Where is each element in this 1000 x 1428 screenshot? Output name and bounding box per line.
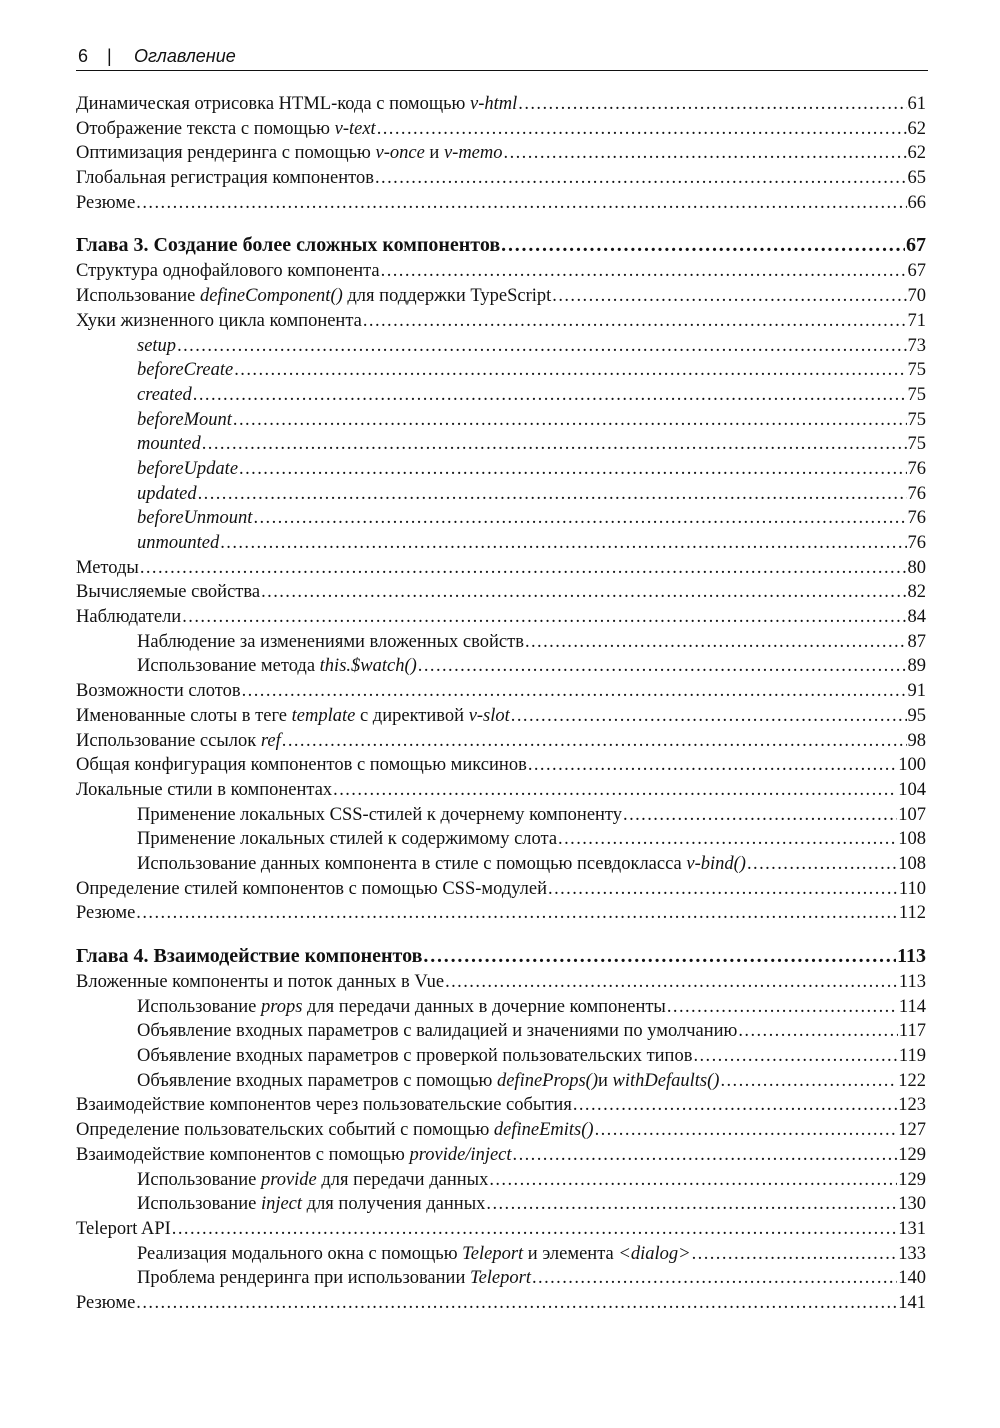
toc-entry-title <box>76 261 380 282</box>
toc-entry-title <box>76 558 139 579</box>
toc-entry-title-part: Применение локальных стилей к содержимому слота <box>137 829 558 850</box>
toc-entry-title <box>76 1095 572 1116</box>
toc-page-number: 76 <box>907 458 926 479</box>
toc-entry-title <box>137 360 233 381</box>
toc-entry-title <box>137 1071 719 1092</box>
section-title: Оглавление <box>134 46 236 66</box>
toc-entry-title-part: Возможности слотов <box>76 681 241 702</box>
toc-entry-title-part: Вложенные компоненты и поток данных в Vue <box>76 972 445 992</box>
toc-entry-title <box>137 410 232 431</box>
toc-entry-title-part: defineProps() <box>496 1070 599 1091</box>
toc-entry-title-part: Объявление входных параметров с помощью <box>137 1070 497 1091</box>
toc-entry-title-part: Резюме <box>76 1292 136 1313</box>
toc-dot-leader <box>738 1021 898 1042</box>
toc-entry-title-part: v-once <box>375 143 425 164</box>
toc-entry-title-part: Хуки жизненного цикла компонента <box>76 310 362 331</box>
toc-entry-title-part: Определение стилей компонентов с помощью CSS-модулей <box>76 878 548 899</box>
toc-entry[interactable] <box>76 731 926 756</box>
toc-entry-title-part: beforeUpdate <box>137 458 239 479</box>
toc-dot-leader <box>525 632 907 653</box>
toc-page-number: 141 <box>898 1292 926 1313</box>
toc-entry-title <box>76 945 422 968</box>
toc-dot-leader <box>233 410 907 431</box>
toc-page-number: 131 <box>898 1218 926 1239</box>
toc-entry[interactable] <box>76 143 926 168</box>
toc-page-number: 108 <box>898 853 926 874</box>
toc-entry[interactable] <box>76 119 926 144</box>
toc-entry-title-part: Использование ссылок <box>76 730 261 751</box>
toc-dot-leader <box>193 385 907 406</box>
toc-page-number: 87 <box>907 631 926 652</box>
toc-page-number: 75 <box>907 409 926 430</box>
toc-page-number: 89 <box>907 656 926 677</box>
table-of-contents <box>76 94 926 1318</box>
toc-entry[interactable] <box>76 706 926 731</box>
toc-entry[interactable] <box>76 607 926 632</box>
toc-entry-title-part: Объявление входных параметров с проверкой пользовательских типов <box>137 1046 693 1067</box>
toc-dot-leader <box>486 1194 897 1215</box>
toc-entry-title-part: Использование <box>137 1194 261 1215</box>
toc-dot-leader <box>423 945 896 968</box>
toc-page-number: 140 <box>898 1268 926 1289</box>
toc-entry[interactable] <box>76 780 926 805</box>
toc-page-number: 110 <box>898 878 926 899</box>
toc-entry-title <box>137 1268 531 1289</box>
toc-entry-title <box>76 119 376 140</box>
toc-dot-leader <box>548 879 898 900</box>
toc-entry-title-part: Глобальная регистрация компонентов <box>76 168 374 189</box>
toc-entry-title <box>137 1170 488 1191</box>
toc-entry[interactable] <box>76 632 926 657</box>
toc-page-number: 117 <box>898 1021 926 1042</box>
toc-page-number: 70 <box>907 286 926 307</box>
toc-dot-leader <box>445 972 898 993</box>
toc-entry[interactable] <box>76 755 926 780</box>
toc-entry-title-part: Использование <box>137 1169 261 1190</box>
toc-page-number: 61 <box>907 94 926 114</box>
toc-chapter[interactable] <box>76 945 926 972</box>
toc-entry-title-part: v-text <box>334 118 376 139</box>
toc-entry-title <box>76 582 260 603</box>
toc-entry-title-part: this.$watch() <box>319 656 417 677</box>
toc-dot-leader <box>504 143 907 164</box>
toc-dot-leader <box>381 261 907 282</box>
toc-entry-title <box>76 706 510 727</box>
toc-entry-title <box>76 903 135 924</box>
toc-entry[interactable] <box>76 385 926 410</box>
toc-dot-leader <box>333 780 897 801</box>
toc-entry-title-part: Реализация модального окна с помощью <box>137 1243 463 1264</box>
toc-entry-title-part: Резюме <box>76 192 136 213</box>
toc-entry-title <box>137 459 238 480</box>
toc-entry[interactable] <box>76 1170 926 1195</box>
toc-entry-title <box>137 484 197 505</box>
toc-page-number: 75 <box>907 384 926 405</box>
toc-entry[interactable] <box>76 1244 926 1269</box>
toc-entry-title <box>137 1194 485 1215</box>
toc-entry-title-part: Наблюдение за изменениями вложенных свойств <box>137 631 524 652</box>
toc-page-number: 76 <box>907 533 926 553</box>
toc-entry-title <box>76 286 551 307</box>
toc-entry-title-part: template <box>291 705 356 726</box>
toc-entry-title-part: defineComponent() <box>199 286 343 307</box>
toc-entry-title-part: mounted <box>137 434 201 455</box>
toc-page-number: 100 <box>898 755 926 776</box>
toc-entry-title-part: для получения данных <box>302 1194 486 1215</box>
toc-entry-title-part: beforeMount <box>137 409 232 430</box>
toc-page-number: 129 <box>898 1169 926 1190</box>
toc-entry-title-part: withDefaults() <box>612 1070 720 1091</box>
toc-entry-title-part: и элемента <box>523 1243 619 1264</box>
toc-entry-title-part: Методы <box>76 557 139 578</box>
toc-entry-title-part: Teleport <box>469 1268 531 1289</box>
toc-dot-leader <box>377 119 907 140</box>
toc-entry[interactable] <box>76 533 926 558</box>
toc-entry[interactable] <box>76 1021 926 1046</box>
toc-dot-leader <box>375 168 907 189</box>
toc-dot-leader <box>623 805 897 826</box>
toc-entry-title-part: beforeUnmount <box>137 508 253 529</box>
toc-entry-title <box>137 1046 692 1067</box>
toc-page-number: 76 <box>907 483 926 504</box>
toc-page-number: 130 <box>898 1194 926 1215</box>
toc-dot-leader <box>418 656 907 677</box>
toc-entry-title-part: beforeCreate <box>137 360 234 381</box>
toc-entry-title <box>76 193 135 214</box>
toc-entry-title-part: Глава 4. Взаимодействие компонентов <box>76 945 423 967</box>
toc-entry-title <box>137 805 622 826</box>
toc-dot-leader <box>239 459 906 480</box>
toc-entry[interactable] <box>76 434 926 459</box>
toc-entry-title <box>76 234 500 257</box>
toc-entry[interactable] <box>76 1268 926 1293</box>
toc-dot-leader <box>136 1293 897 1314</box>
header-separator: | <box>107 46 112 66</box>
toc-entry-title-part: Общая конфигурация компонентов с помощью миксинов <box>76 755 527 776</box>
toc-entry-title-part: Использование <box>137 996 261 1017</box>
toc-entry[interactable] <box>76 582 926 607</box>
toc-entry-title-part: и <box>424 143 444 164</box>
toc-entry-title-part: и <box>598 1070 613 1091</box>
toc-entry[interactable] <box>76 1219 926 1244</box>
toc-entry-title <box>76 168 374 189</box>
toc-entry[interactable] <box>76 286 926 311</box>
toc-entry[interactable] <box>76 508 926 533</box>
toc-dot-leader <box>501 234 905 257</box>
toc-entry[interactable] <box>76 94 926 119</box>
toc-entry[interactable] <box>76 1095 926 1120</box>
toc-dot-leader <box>220 533 906 554</box>
toc-page-number: 76 <box>907 508 926 529</box>
toc-dot-leader <box>140 558 907 579</box>
toc-dot-leader <box>242 681 907 702</box>
toc-entry-title-part: Проблема рендеринга при использовании <box>137 1268 470 1289</box>
toc-page-number: 107 <box>898 804 926 825</box>
toc-entry-title-part: Взаимодействие компонентов через пользовательские события <box>76 1095 572 1116</box>
toc-dot-leader <box>558 829 897 850</box>
toc-entry-title-part: Объявление входных параметров с валидацией и значениями по умолчанию <box>137 1021 738 1042</box>
toc-entry[interactable] <box>76 261 926 286</box>
toc-entry-title-part: Именованные слоты в теге <box>76 705 292 726</box>
toc-entry[interactable] <box>76 1071 926 1096</box>
toc-entry-title-part: updated <box>137 483 197 504</box>
toc-entry-title <box>137 656 417 677</box>
toc-dot-leader <box>136 903 898 924</box>
toc-entry-title-part: Динамическая отрисовка HTML-кода с помощью <box>76 94 470 114</box>
toc-entry-title <box>137 336 176 357</box>
toc-page-number: 62 <box>907 143 926 164</box>
toc-entry[interactable] <box>76 805 926 830</box>
toc-entry[interactable] <box>76 1120 926 1145</box>
toc-entry[interactable] <box>76 1145 926 1170</box>
toc-dot-leader <box>532 1268 897 1289</box>
toc-entry[interactable] <box>76 459 926 484</box>
toc-entry[interactable] <box>76 997 926 1022</box>
toc-page-number: 129 <box>898 1144 926 1165</box>
toc-entry-title-part: Оптимизация рендеринга с помощью <box>76 143 376 164</box>
toc-page-number: 98 <box>907 730 926 751</box>
toc-entry-title-part: для передачи данных <box>316 1169 489 1190</box>
toc-dot-leader <box>693 1046 897 1067</box>
toc-entry[interactable] <box>76 484 926 509</box>
toc-entry-title-part: unmounted <box>137 533 220 553</box>
toc-entry-title-part: Вычисляемые свойства <box>76 582 261 603</box>
toc-dot-leader <box>136 193 906 214</box>
toc-entry-title-part: inject <box>260 1194 303 1215</box>
toc-entry-title-part: v-bind() <box>686 853 746 874</box>
toc-entry-title-part: v-slot <box>468 705 510 726</box>
toc-entry-title-part: Использование данных компонента в стиле с помощью псевдокласса <box>137 853 687 874</box>
toc-entry[interactable] <box>76 972 926 997</box>
toc-entry-title-part: Определение пользовательских событий с помощью <box>76 1120 494 1141</box>
toc-entry-title <box>76 1145 512 1166</box>
toc-entry-title-part: Teleport <box>462 1243 524 1264</box>
toc-entry[interactable] <box>76 410 926 435</box>
toc-dot-leader <box>202 434 907 455</box>
toc-page-number: 122 <box>898 1070 926 1091</box>
toc-entry-title <box>137 434 201 455</box>
toc-page-number: 113 <box>898 972 926 992</box>
toc-dot-leader <box>363 311 907 332</box>
toc-page-number: 71 <box>907 310 926 331</box>
toc-entry-title <box>76 972 444 993</box>
toc-entry[interactable] <box>76 681 926 706</box>
toc-page-number: 66 <box>907 192 926 213</box>
toc-entry-title-part: Структура однофайлового компонента <box>76 261 380 282</box>
toc-entry-title <box>137 1021 737 1042</box>
toc-page-number: 65 <box>907 168 926 189</box>
toc-entry-title <box>137 997 666 1018</box>
toc-entry-title-part: provide <box>260 1169 317 1190</box>
toc-dot-leader <box>282 731 907 752</box>
toc-page-number: 75 <box>907 360 926 381</box>
toc-dot-leader <box>595 1120 898 1141</box>
toc-entry-title <box>76 780 332 801</box>
toc-entry-title-part: defineEmits() <box>493 1120 594 1141</box>
toc-entry[interactable] <box>76 311 926 336</box>
toc-entry-title <box>76 731 281 752</box>
toc-entry-title-part: Взаимодействие компонентов с помощью <box>76 1144 410 1165</box>
toc-page-number: 95 <box>907 705 926 726</box>
toc-dot-leader <box>667 997 898 1018</box>
page-number: 6 <box>78 46 89 66</box>
toc-entry-title <box>137 854 746 875</box>
toc-entry[interactable] <box>76 558 926 583</box>
toc-dot-leader <box>692 1244 898 1265</box>
toc-entry-title <box>76 879 547 900</box>
toc-page-number: 108 <box>898 829 926 850</box>
toc-page-number: 67 <box>907 261 926 282</box>
toc-entry-title <box>76 143 503 164</box>
toc-entry-title-part: для поддержки TypeScript <box>342 286 552 307</box>
toc-entry[interactable] <box>76 168 926 193</box>
toc-page-number: 67 <box>906 234 926 257</box>
toc-entry-title <box>76 681 241 702</box>
toc-entry[interactable] <box>76 1293 926 1318</box>
toc-entry-title-part: Использование метода <box>137 656 320 677</box>
toc-dot-leader <box>518 94 906 115</box>
toc-dot-leader <box>573 1095 897 1116</box>
toc-entry[interactable] <box>76 829 926 854</box>
running-header <box>76 44 928 70</box>
toc-entry[interactable] <box>76 656 926 681</box>
toc-page-number: 80 <box>907 557 926 578</box>
toc-dot-leader <box>552 286 906 307</box>
toc-entry-title <box>76 1120 594 1141</box>
toc-chapter[interactable] <box>76 234 926 261</box>
toc-entry-title-part: v-memo <box>443 143 503 164</box>
toc-dot-leader <box>261 582 906 603</box>
toc-entry[interactable] <box>76 360 926 385</box>
toc-dot-leader <box>489 1170 897 1191</box>
toc-entry-title-part: setup <box>137 335 177 356</box>
toc-entry-title-part: с директивой <box>355 705 469 726</box>
toc-entry[interactable] <box>76 854 926 879</box>
toc-entry-title <box>137 533 219 554</box>
toc-page-number: 127 <box>898 1120 926 1141</box>
toc-entry-title-part: Teleport API <box>76 1218 171 1239</box>
toc-dot-leader <box>234 360 906 381</box>
toc-dot-leader <box>198 484 907 505</box>
toc-dot-leader <box>182 607 906 628</box>
toc-entry-title-part: Отображение текста с помощью <box>76 118 335 139</box>
toc-entry-title-part: для передачи данных в дочерние компоненты <box>302 996 666 1017</box>
toc-entry[interactable] <box>76 193 926 218</box>
toc-dot-leader <box>528 755 897 776</box>
toc-page-number: 82 <box>907 582 926 603</box>
toc-page-number: 75 <box>907 434 926 455</box>
toc-dot-leader <box>747 854 897 875</box>
toc-entry[interactable] <box>76 336 926 361</box>
toc-dot-leader <box>177 336 906 357</box>
header-rule <box>76 70 928 71</box>
toc-entry-title <box>137 829 557 850</box>
toc-page-number: 91 <box>907 681 926 702</box>
toc-entry[interactable] <box>76 1194 926 1219</box>
toc-entry[interactable] <box>76 1046 926 1071</box>
toc-page-number: 104 <box>898 779 926 800</box>
toc-dot-leader <box>513 1145 898 1166</box>
toc-page-number: 133 <box>898 1243 926 1264</box>
toc-entry-title-part: Применение локальных CSS-стилей к дочернему компоненту <box>137 804 623 825</box>
toc-page-number: 62 <box>907 118 926 139</box>
toc-page-number: 112 <box>898 903 926 924</box>
toc-dot-leader <box>720 1071 897 1092</box>
toc-entry-title-part: Локальные стили в компонентах <box>76 779 333 800</box>
toc-entry-title-part: provide/inject <box>409 1144 512 1165</box>
toc-page-number: 84 <box>907 607 926 628</box>
toc-entry-title <box>137 1244 691 1265</box>
toc-entry-title-part: Наблюдатели <box>76 607 182 628</box>
toc-entry-title <box>76 755 527 776</box>
toc-page-number: 73 <box>907 335 926 356</box>
toc-entry-title-part: props <box>260 996 303 1017</box>
toc-page-number: 123 <box>898 1095 926 1116</box>
toc-entry-title-part: Резюме <box>76 903 136 924</box>
toc-page-number: 114 <box>898 996 926 1017</box>
toc-entry-title <box>76 1293 135 1314</box>
toc-entry-title <box>76 607 181 628</box>
toc-entry-title <box>137 508 252 529</box>
toc-page-number: 119 <box>898 1046 926 1067</box>
toc-entry-title-part: created <box>137 384 192 405</box>
toc-entry[interactable] <box>76 903 926 928</box>
toc-entry-title <box>76 94 517 115</box>
toc-entry-title-part: Использование <box>76 286 200 307</box>
toc-page-number: 113 <box>897 945 926 967</box>
toc-entry-title-part: Глава 3. Создание более сложных компонентов <box>76 234 501 257</box>
toc-dot-leader <box>511 706 907 727</box>
toc-entry-title <box>137 632 524 653</box>
toc-dot-leader <box>172 1219 897 1240</box>
toc-entry[interactable] <box>76 879 926 904</box>
toc-entry-title-part: ref <box>260 730 281 751</box>
toc-entry-title-part: v-html <box>470 94 518 114</box>
toc-entry-title <box>76 311 362 332</box>
toc-dot-leader <box>253 508 906 529</box>
toc-entry-title <box>76 1219 171 1240</box>
toc-entry-title <box>137 385 192 406</box>
toc-entry-title-part: <dialog> <box>618 1243 691 1264</box>
